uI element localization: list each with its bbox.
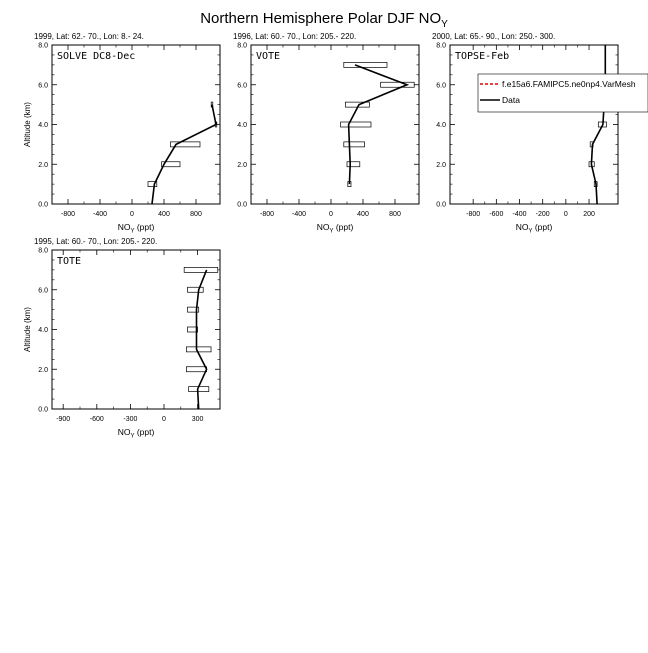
data-box [188,287,204,292]
legend-data-label: Data [502,95,520,105]
data-layer [184,267,218,409]
chart-panel [23,32,220,235]
panel-header: 1999, Lat: 62.- 70., Lon: 8.- 24. [34,32,144,41]
figure-title: Northern Hemisphere Polar DJF $NO_Y$ [200,10,448,30]
y-tick-label: 2.0 [237,161,247,169]
y-tick-label: 0.0 [38,201,48,209]
y-tick-label: 6.0 [38,82,48,90]
data-line [152,105,216,204]
x-tick-label: 400 [158,211,170,218]
figure-title-subscript: Y [441,19,448,30]
x-tick-label: 200 [583,211,595,218]
y-tick-label: 8.0 [436,42,446,50]
campaign-label: TOPSE-Feb [455,51,510,62]
x-tick-label: -800 [259,211,275,218]
y-axis-label: Altitude (km) [23,102,32,147]
x-tick-label: -400 [291,211,307,218]
x-tick-label: -600 [89,416,104,423]
plot-frame [52,250,220,409]
data-line [349,65,407,184]
data-box [341,122,371,127]
x-tick-label: -600 [489,211,504,218]
y-tick-label: 0.0 [436,201,446,209]
x-tick-label: -200 [535,211,550,218]
x-tick-label: -400 [512,211,527,218]
panel-header: 2000, Lat: 65.- 90., Lon: 250.- 300. [432,32,556,41]
x-tick-label: -800 [466,211,481,218]
panel-header: 1996, Lat: 60.- 70., Lon: 205.- 220. [233,32,357,41]
x-tick-label: 0 [563,211,568,218]
y-tick-label: 4.0 [436,122,446,129]
y-tick-label: 6.0 [38,287,48,295]
data-layer [341,62,415,186]
x-tick-label: -300 [123,416,138,423]
x-tick-label: 0 [130,211,134,218]
data-box [344,142,365,147]
campaign-label: SOLVE DC8-Dec [57,51,136,62]
campaign-label: TOTE [57,256,82,267]
plot-frame [52,45,220,204]
y-tick-label: 6.0 [436,82,446,90]
data-box [344,62,387,67]
panel-header: 1995, Lat: 60.- 70., Lon: 205.- 220. [34,237,158,246]
y-tick-label: 4.0 [237,122,247,129]
x-tick-label: -400 [92,211,108,218]
x-axis-label: $NO_Y$ (ppt) [515,222,553,235]
data-box [186,347,211,352]
y-axis-label: Altitude (km) [23,307,32,352]
y-tick-label: 6.0 [237,82,247,90]
x-axis-label: $NO_Y$ (ppt) [117,222,155,235]
y-tick-label: 0.0 [237,201,247,209]
x-axis-label: $NO_Y$ (ppt) [117,427,155,440]
x-tick-label: 0 [329,211,333,218]
x-axis-label: $NO_Y$ (ppt) [316,222,354,235]
x-tick-label: 400 [357,211,369,218]
x-tick-label: -800 [60,211,76,218]
plot-frame [450,45,618,204]
campaign-label: VOTE [256,51,281,62]
y-tick-label: 0.0 [38,406,48,414]
x-tick-label: 0 [162,416,166,423]
y-tick-label: 2.0 [436,161,446,169]
x-tick-label: 800 [389,211,401,218]
chart-panel [432,32,618,235]
legend [478,74,648,112]
x-tick-label: 300 [191,416,204,423]
y-tick-label: 2.0 [38,366,48,374]
data-box [381,82,415,87]
chart-panel [23,237,220,440]
y-tick-label: 8.0 [38,247,48,255]
chart-panel [233,32,419,235]
y-tick-label: 8.0 [237,42,247,50]
data-layer [589,45,610,204]
x-tick-label: -900 [56,416,71,423]
y-tick-label: 2.0 [38,161,48,169]
data-box [347,162,360,167]
data-box [186,367,206,372]
plot-frame [251,45,419,204]
y-tick-label: 4.0 [38,327,48,334]
y-tick-label: 8.0 [38,42,48,50]
legend-model-label: f.e15a6.FAMIPC5.ne0np4.VarMesh [502,79,636,89]
data-layer [148,102,217,204]
y-tick-label: 4.0 [38,122,48,129]
data-line [197,270,207,409]
data-box [184,267,218,272]
x-tick-label: 800 [190,211,202,218]
